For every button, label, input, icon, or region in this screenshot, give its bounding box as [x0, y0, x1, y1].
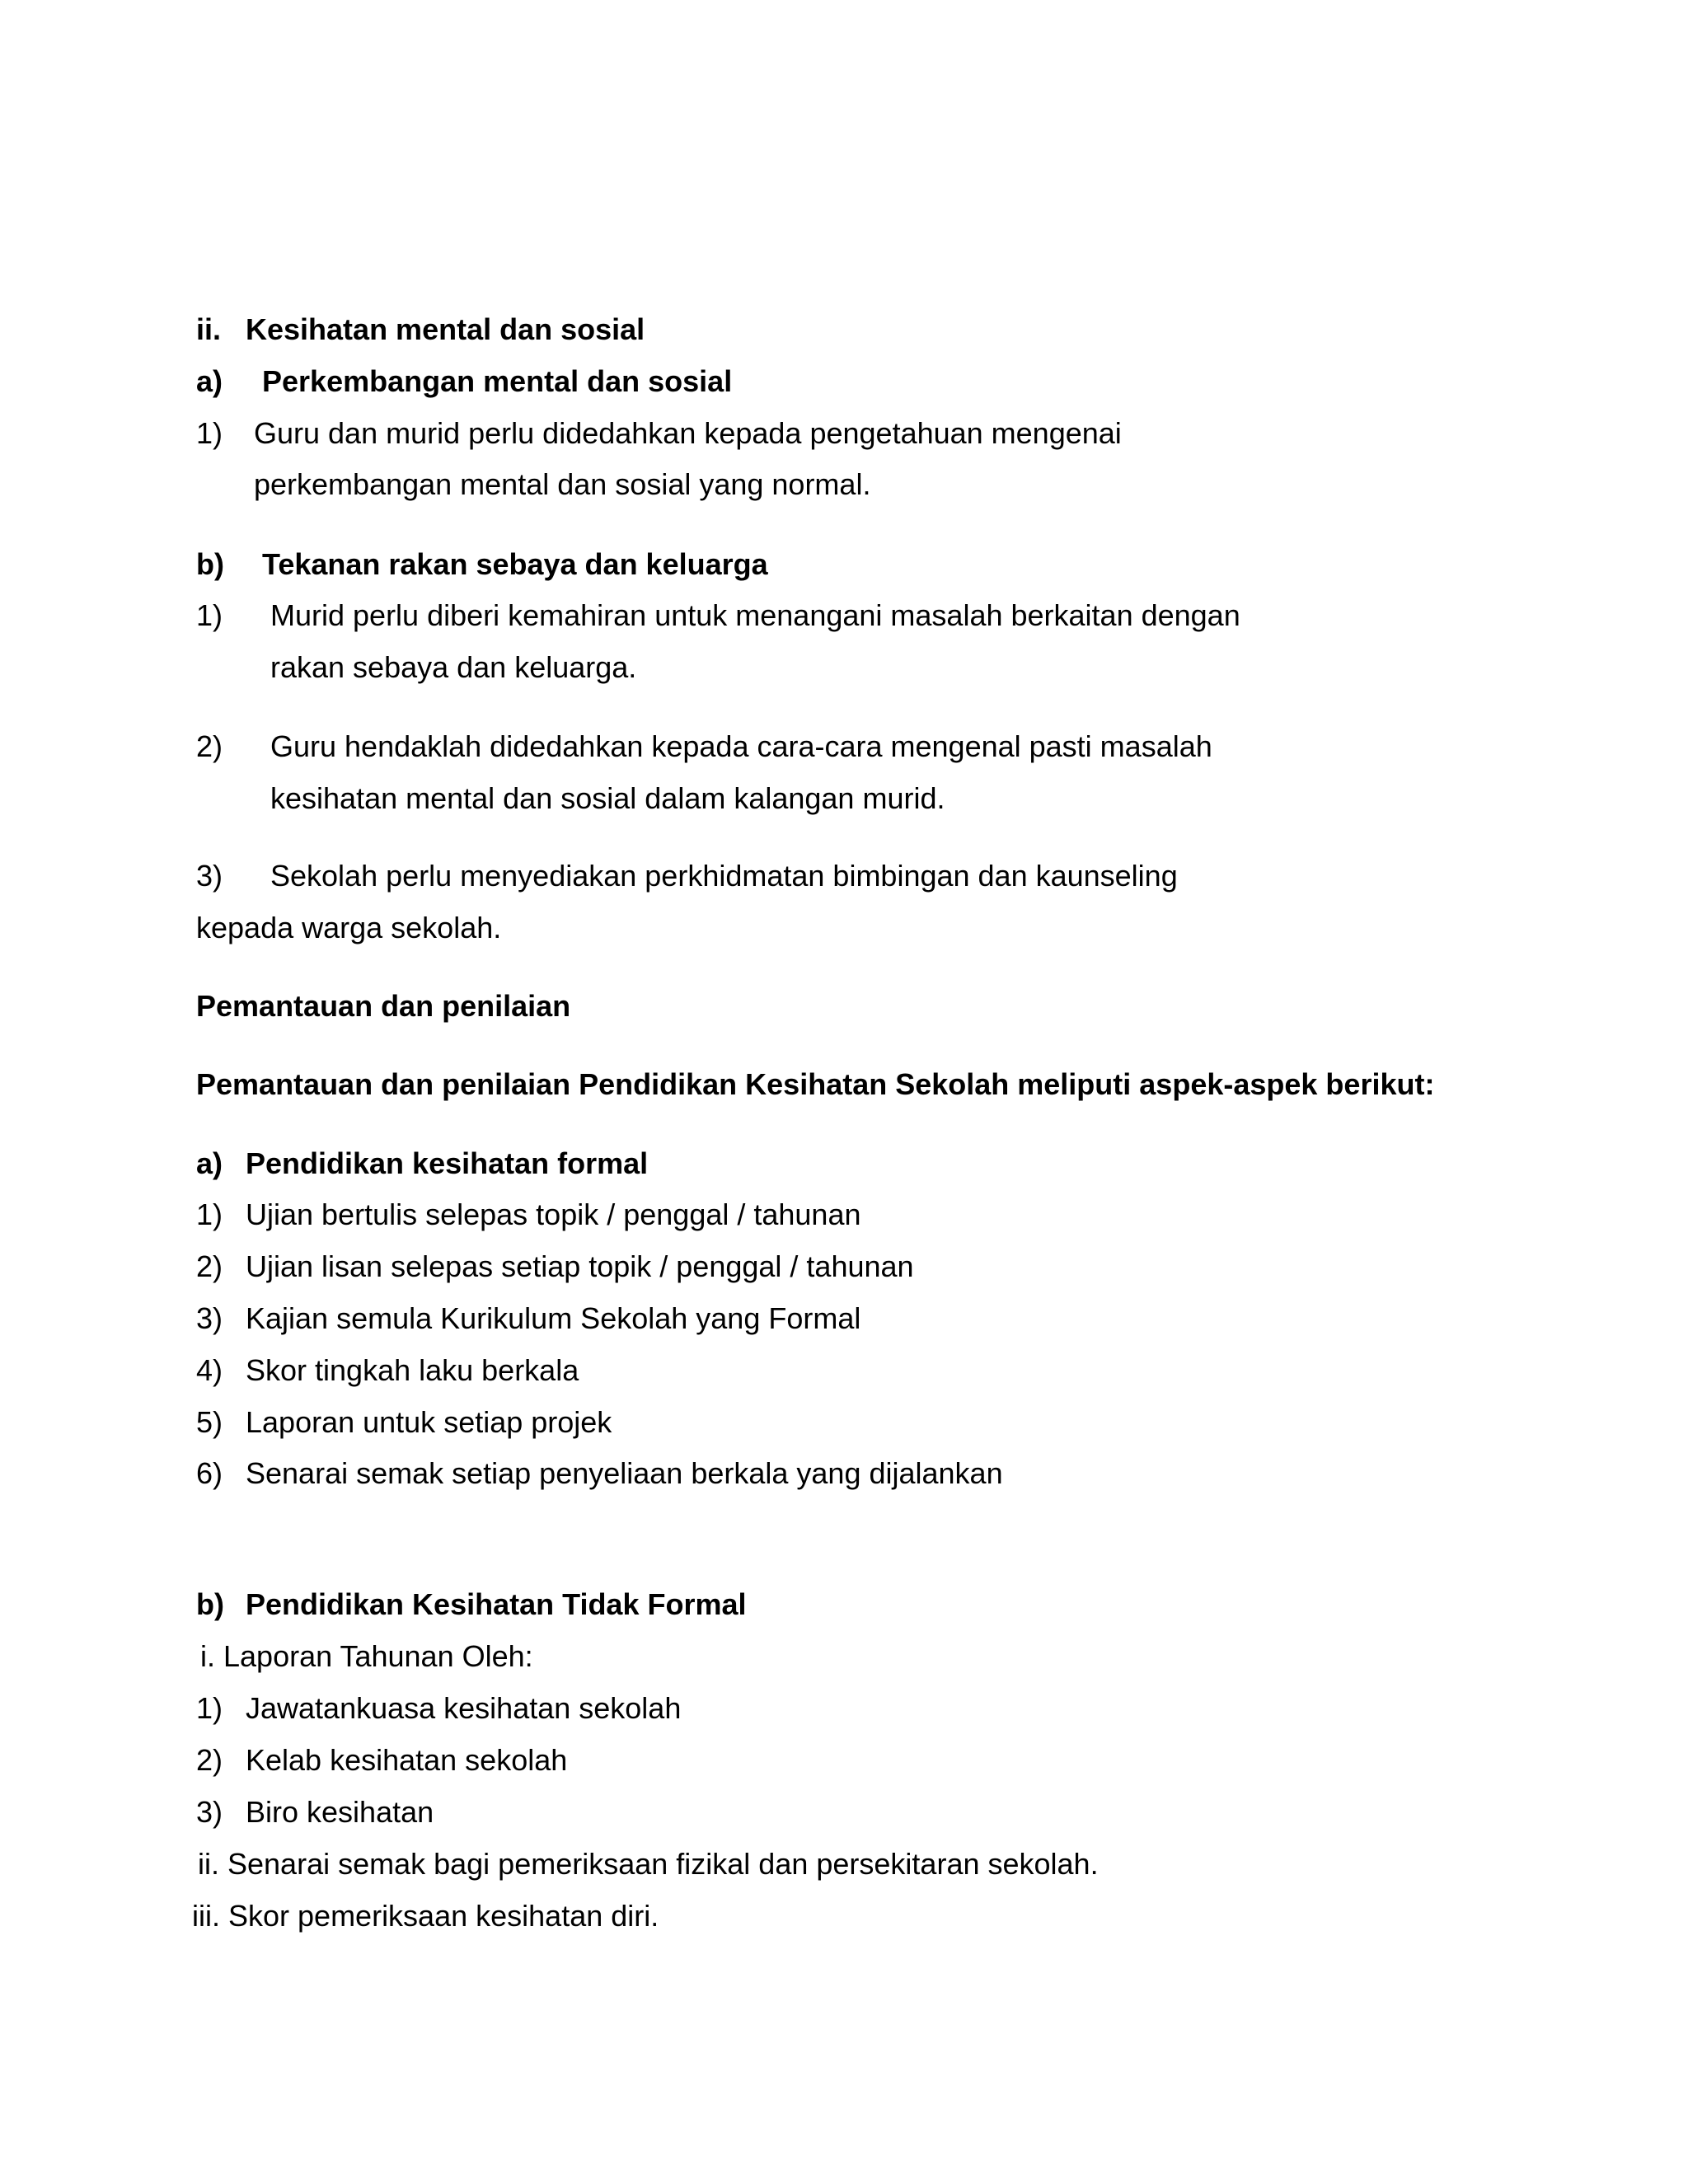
item-continuation: rakan sebaya dan keluarga.: [270, 650, 637, 684]
item-text: Murid perlu diberi kemahiran untuk menangani masalah berkaitan dengan: [270, 598, 1240, 632]
monitoring-intro: Pemantauan dan penilaian Pendidikan Kesihatan Sekolah meliputi aspek-aspek berikut:: [196, 1067, 1435, 1101]
list-item: [196, 1455, 1003, 1492]
subsection-heading-a: [196, 363, 733, 400]
item-number: 1): [196, 1197, 223, 1231]
item-number: 3): [196, 1301, 223, 1335]
subsection-title: Pendidikan Kesihatan Tidak Formal: [246, 1587, 747, 1621]
list-item: [196, 1742, 568, 1779]
subsection-title: Perkembangan mental dan sosial: [262, 364, 733, 398]
section-heading: [196, 312, 645, 348]
item-text: Kajian semula Kurikulum Sekolah yang Formal: [246, 1301, 861, 1335]
list-item: [196, 1794, 434, 1830]
item-number: 1): [196, 416, 223, 450]
item-text: Skor tingkah laku berkala: [246, 1353, 579, 1387]
subsection-title: Pendidikan kesihatan formal: [246, 1146, 649, 1180]
section-marker: ii.: [196, 312, 222, 346]
formal-heading: [196, 1146, 649, 1182]
list-item: [196, 729, 1212, 765]
list-item: [196, 598, 1240, 634]
subsection-marker: a): [196, 364, 223, 398]
list-item: [196, 1249, 914, 1285]
list-item: [196, 1301, 861, 1337]
self-check-item: iii. Skor pemeriksaan kesihatan diri.: [192, 1899, 659, 1933]
item-number: 2): [196, 1249, 223, 1283]
item-text: Senarai semak setiap penyeliaan berkala yang dijalankan: [246, 1456, 1003, 1490]
item-text: Sekolah perlu menyediakan perkhidmatan bimbingan dan kaunseling: [270, 859, 1178, 893]
item-text: Kelab kesihatan sekolah: [246, 1743, 568, 1777]
item-continuation: kepada warga sekolah.: [196, 911, 502, 944]
item-number: 3): [196, 1795, 223, 1829]
checklist-item: ii. Senarai semak bagi pemeriksaan fizikal dan persekitaran sekolah.: [198, 1847, 1099, 1881]
list-item: [196, 1690, 682, 1727]
item-text: Laporan untuk setiap projek: [246, 1405, 612, 1439]
item-number: 6): [196, 1456, 223, 1490]
report-heading: i. Laporan Tahunan Oleh:: [200, 1639, 533, 1673]
item-number: 4): [196, 1353, 223, 1387]
list-item: [196, 858, 1178, 894]
item-text: Biro kesihatan: [246, 1795, 434, 1829]
list-item: [196, 1352, 579, 1389]
subsection-heading-b: [196, 546, 768, 583]
section-title: Kesihatan mental dan sosial: [246, 312, 645, 346]
list-item: [196, 1197, 861, 1233]
item-text: Guru dan murid perlu didedahkan kepada pengetahuan mengenai: [254, 416, 1122, 450]
informal-heading: [196, 1586, 747, 1623]
item-number: 2): [196, 1743, 223, 1777]
item-number: 5): [196, 1405, 223, 1439]
subsection-marker: b): [196, 547, 224, 581]
list-item: [196, 415, 1122, 452]
item-number: 3): [196, 859, 223, 893]
item-text: Ujian bertulis selepas topik / penggal / tahunan: [246, 1197, 861, 1231]
list-item: [196, 1404, 612, 1441]
item-text: Ujian lisan selepas setiap topik / penggal / tahunan: [246, 1249, 914, 1283]
item-number: 1): [196, 1691, 223, 1725]
item-number: 2): [196, 729, 223, 763]
item-continuation: perkembangan mental dan sosial yang normal.: [254, 467, 871, 501]
subsection-marker: b): [196, 1587, 224, 1621]
item-text: Jawatankuasa kesihatan sekolah: [246, 1691, 682, 1725]
monitoring-heading: Pemantauan dan penilaian: [196, 989, 571, 1023]
item-number: 1): [196, 598, 223, 632]
item-continuation: kesihatan mental dan sosial dalam kalangan murid.: [270, 781, 945, 815]
subsection-title: Tekanan rakan sebaya dan keluarga: [262, 547, 768, 581]
item-text: Guru hendaklah didedahkan kepada cara-cara mengenal pasti masalah: [270, 729, 1212, 763]
subsection-marker: a): [196, 1146, 223, 1180]
